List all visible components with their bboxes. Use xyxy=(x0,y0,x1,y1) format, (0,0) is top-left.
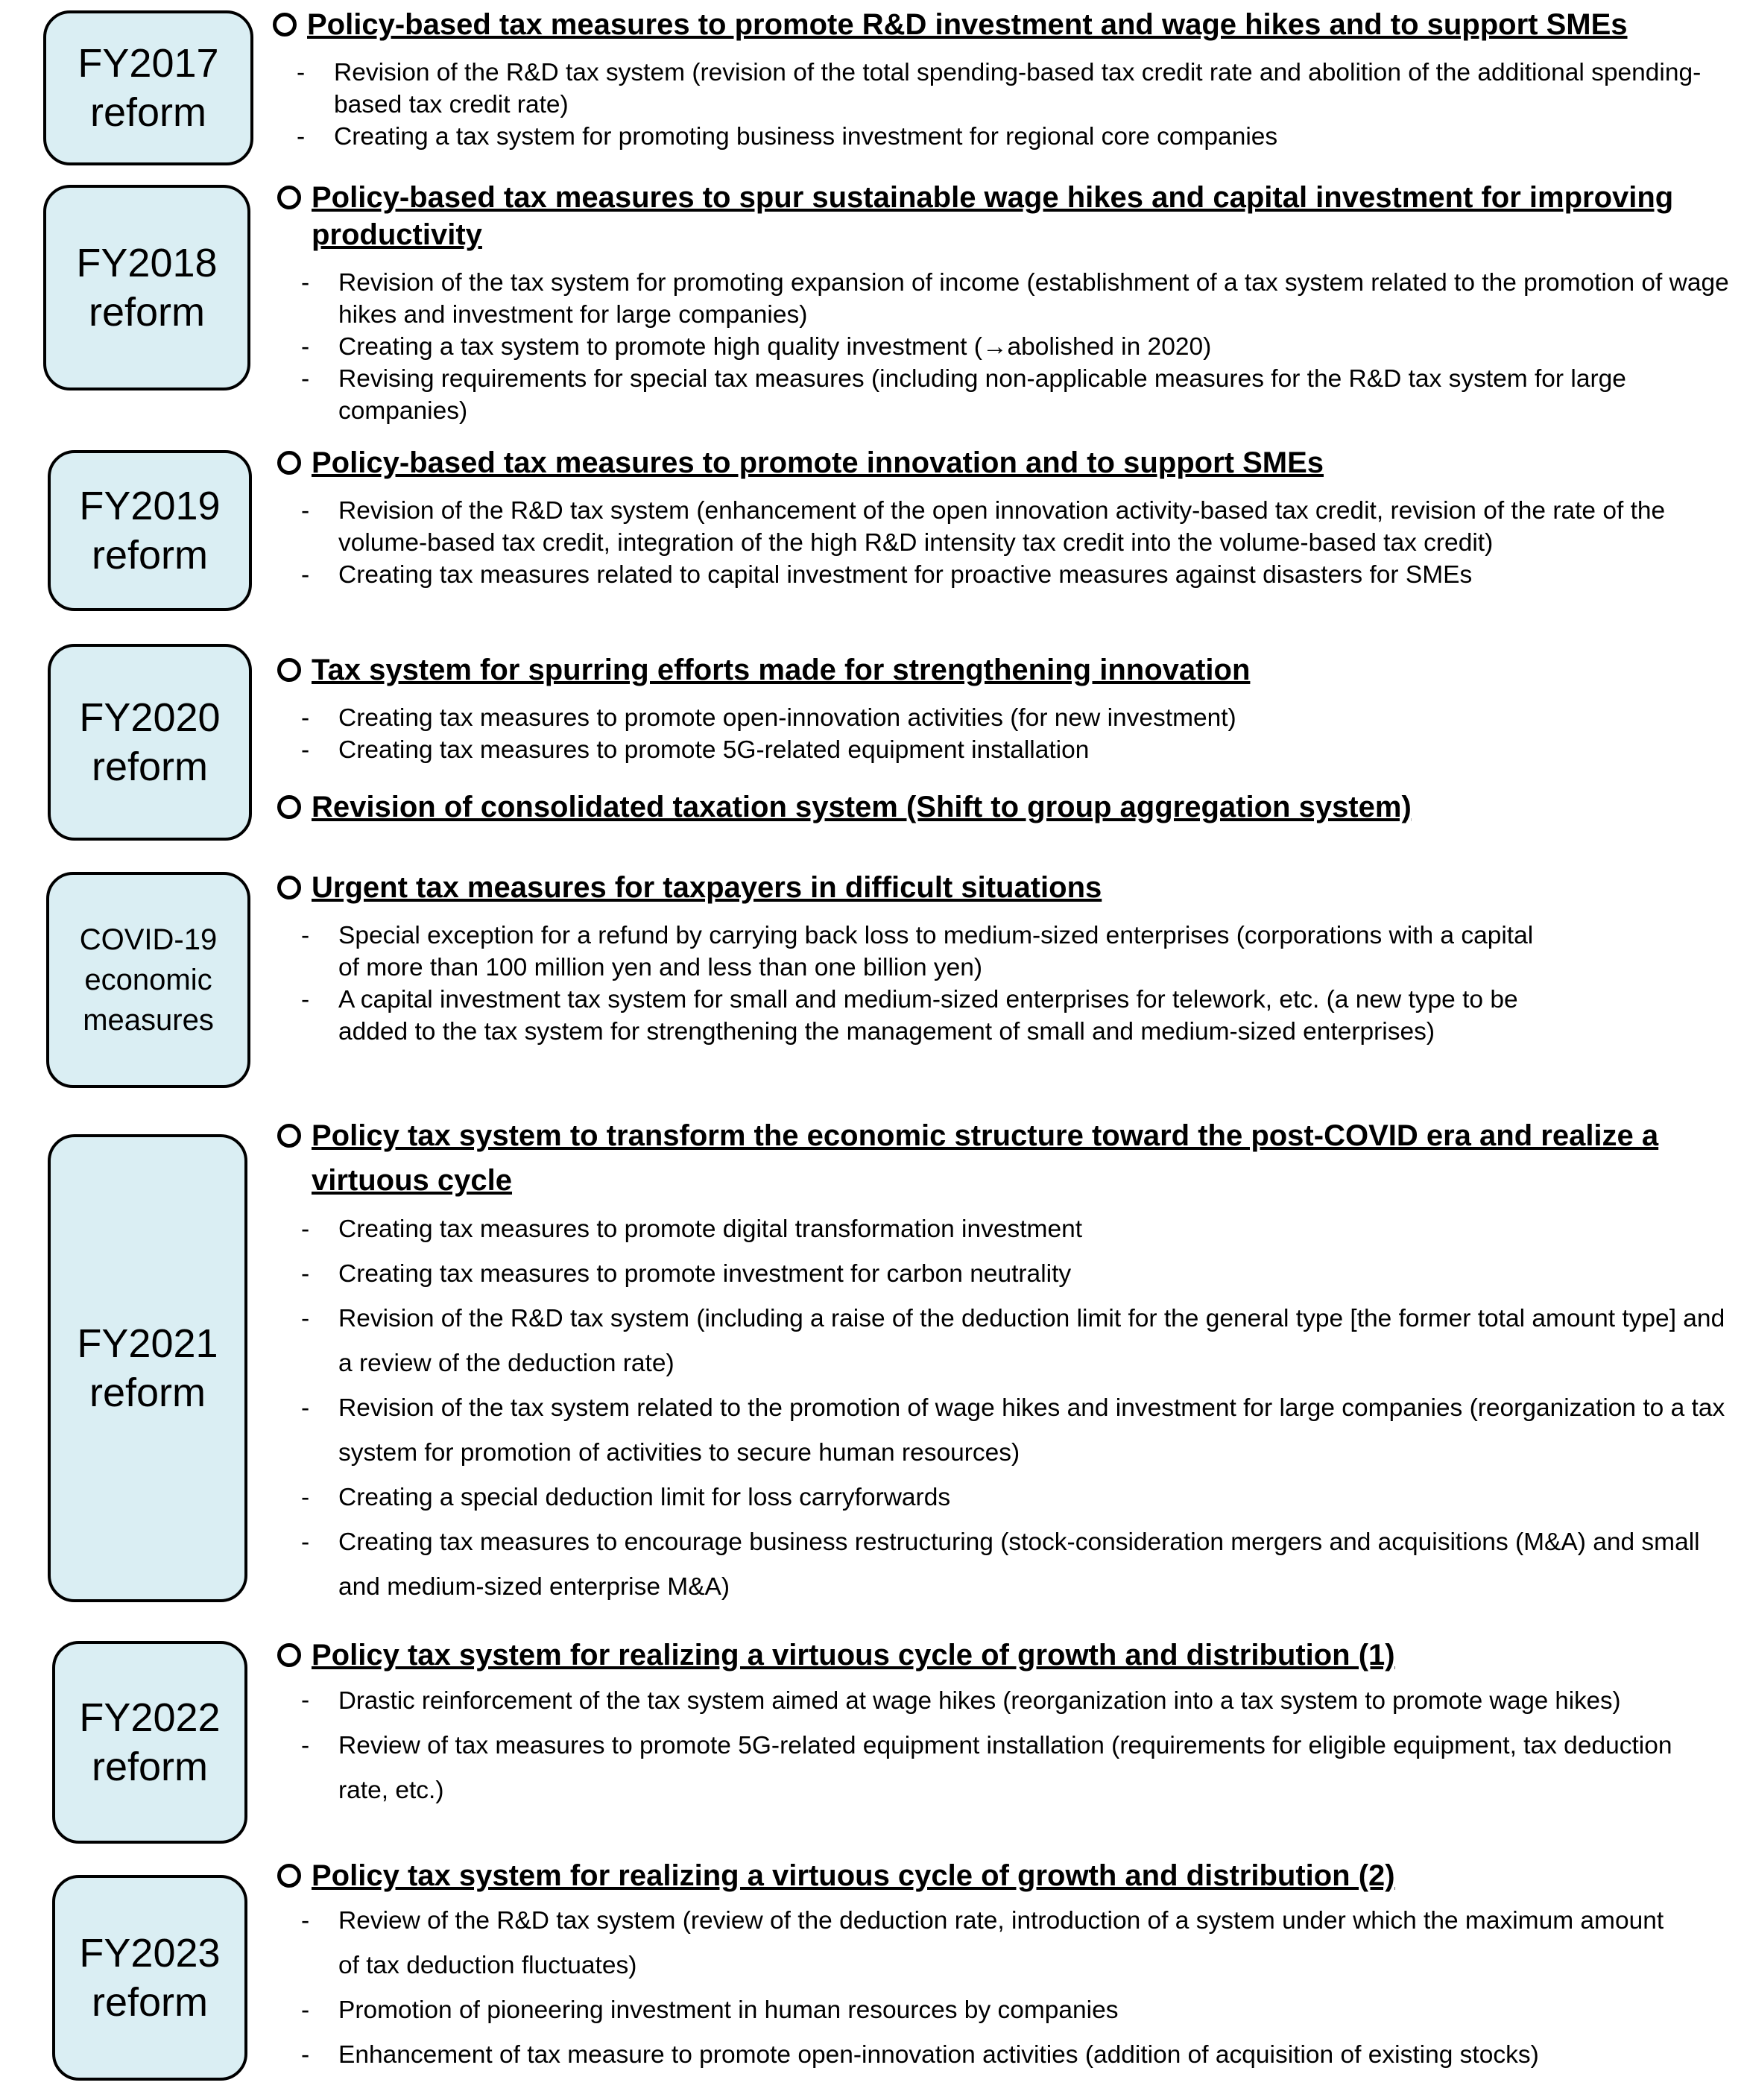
list-item: - Creating a special deduction limit for loss carryforwards xyxy=(301,1484,951,1511)
list-item-text: Creating tax measures to promote open-innovation activities (for new investment) xyxy=(338,704,1236,732)
list-item-text: Review of tax measures to promote 5G-related equipment installation (requirements for eligible equipment, tax deduction rate, etc.) xyxy=(338,1732,1672,1804)
bullet-list xyxy=(273,1207,1731,1610)
list-item-text: Drastic reinforcement of the tax system aimed at wage hikes (reorganization into a tax system to promote wage hikes) xyxy=(338,1686,1621,1714)
list-item: - Creating tax measures to promote open-innovation activities (for new investment) xyxy=(301,704,1236,732)
list-item: - Revision of the R&D tax system (enhancement of the open innovation activity-based tax credit, revision of the rate of the volume-based tax credit, integration of the high R&D intensity tax credit into the volume-based tax credit) xyxy=(301,497,1666,557)
label-line: FY2018 xyxy=(76,241,218,285)
list-item: - Revision of the tax system related to the promotion of wage hikes and investment for large companies (reorganization to a tax system for promotion of activities to secure human resources) xyxy=(301,1394,1725,1467)
label-line: reform xyxy=(91,1745,208,1789)
list-item-text: Creating a tax system for promoting business investment for regional core companies xyxy=(334,123,1278,151)
list-item-text: Promotion of pioneering investment in human resources by companies xyxy=(338,1996,1119,2024)
heading-text: Policy-based tax measures to spur sustainable wage hikes and capital investment for improving productivity xyxy=(312,181,1674,251)
list-item-text: Revision of the R&D tax system (enhancement of the open innovation activity-based tax credit, revision of the rate of the volume-based tax credit, integration of the high R&D intensity tax credit into the volume-based tax credit) xyxy=(338,497,1666,557)
list-item: - Enhancement of tax measure to promote open-innovation activities (addition of acquisition of existing stocks) xyxy=(301,2041,1539,2069)
label-line: economic xyxy=(84,964,212,996)
list-item-text: Creating tax measures related to capital investment for proactive measures against disasters for SMEs xyxy=(338,561,1473,589)
list-item: - Review of tax measures to promote 5G-related equipment installation (requirements for eligible equipment, tax deduction rate, etc.) xyxy=(301,1732,1672,1804)
label-line: FY2020 xyxy=(79,695,221,740)
circle-bullet-icon xyxy=(277,186,301,209)
heading-text: Policy tax system to transform the economic structure toward the post-COVID era and realize a virtuous cycle xyxy=(312,1119,1659,1197)
list-item-text: Revision of the R&D tax system (revision of the total spending-based tax credit rate and abolition of the additional spending-based tax credit rate) xyxy=(334,59,1702,118)
label-line: FY2021 xyxy=(77,1321,218,1366)
section-heading xyxy=(273,444,1731,481)
list-item: - Creating tax measures related to capital investment for proactive measures against disasters for SMEs xyxy=(301,561,1473,589)
heading-text: Policy tax system for realizing a virtuous cycle of growth and distribution (1) xyxy=(312,1639,1395,1672)
list-item: - Revision of the R&D tax system (revision of the total spending-based tax credit rate and abolition of the additional spending-based tax credit rate) xyxy=(297,59,1702,118)
label-line: FY2023 xyxy=(79,1931,221,1976)
fy2017-label-box xyxy=(43,10,253,165)
list-item-text: Creating tax measures to promote investment for carbon neutrality xyxy=(338,1260,1072,1288)
covid19-content xyxy=(273,869,1731,1048)
circle-bullet-icon xyxy=(277,795,301,819)
label-line: FY2019 xyxy=(79,484,221,528)
heading-text: Policy tax system for realizing a virtuous cycle of growth and distribution (2) xyxy=(312,1859,1395,1892)
list-item-text: Creating tax measures to promote digital transformation investment xyxy=(338,1215,1083,1243)
label-line: reform xyxy=(89,90,206,135)
section-heading xyxy=(273,788,1731,826)
list-item-text: Revision of the tax system related to the promotion of wage hikes and investment for large companies (reorganization to a tax system for promotion of activities to secure human resources) xyxy=(338,1394,1725,1467)
bullet-list xyxy=(273,702,1731,766)
fy2018-label-box xyxy=(43,185,250,390)
circle-bullet-icon xyxy=(277,876,301,899)
circle-bullet-icon xyxy=(277,1864,301,1888)
list-item: - Creating tax measures to promote 5G-related equipment installation xyxy=(301,736,1090,764)
circle-bullet-icon xyxy=(277,1124,301,1148)
heading-text: Policy-based tax measures to promote innovation and to support SMEs xyxy=(312,446,1324,479)
circle-bullet-icon xyxy=(277,451,301,475)
label-line: reform xyxy=(88,290,205,335)
list-item: - Revision of the R&D tax system (including a raise of the deduction limit for the general type [the former total amount type] and a review of the deduction rate) xyxy=(301,1305,1725,1377)
heading-text: Policy-based tax measures to promote R&D investment and wage hikes and to support SMEs xyxy=(307,8,1628,41)
section-heading xyxy=(273,651,1731,689)
fy2017-content xyxy=(268,6,1731,153)
list-item: - Creating tax measures to promote digital transformation investment xyxy=(301,1215,1083,1243)
bullet-list xyxy=(268,57,1731,153)
fy2020-label-box xyxy=(48,644,252,841)
fy2020-content xyxy=(273,651,1731,826)
section-heading xyxy=(273,1636,1731,1674)
circle-bullet-icon xyxy=(277,658,301,682)
list-item-text: Creating tax measures to encourage business restructuring (stock-consideration mergers and acquisitions (M&A) and small and medium-sized enterprise M&A) xyxy=(338,1528,1700,1601)
list-item: - Creating tax measures to promote investment for carbon neutrality xyxy=(301,1260,1072,1288)
list-item-text: Revising requirements for special tax measures (including non-applicable measures for the R&D tax system for large companies) xyxy=(338,365,1626,425)
list-item-text: Review of the R&D tax system (review of the deduction rate, introduction of a system under which the maximum amount of tax deduction fluctuates) xyxy=(338,1907,1664,1979)
section-heading xyxy=(273,1113,1731,1203)
fy2018-content xyxy=(273,179,1731,427)
list-item-text: Creating a special deduction limit for loss carryforwards xyxy=(338,1484,951,1511)
heading-text: Revision of consolidated taxation system (Shift to group aggregation system) xyxy=(312,791,1412,823)
list-item: - Promotion of pioneering investment in human resources by companies xyxy=(301,1996,1119,2024)
fy2019-label-box xyxy=(48,450,252,611)
label-line: reform xyxy=(91,533,208,578)
label-line: measures xyxy=(83,1004,214,1037)
circle-bullet-icon xyxy=(273,13,297,37)
list-item: - Creating tax measures to encourage business restructuring (stock-consideration mergers and acquisitions (M&A) and small and medium-sized enterprise M&A) xyxy=(301,1528,1700,1601)
label-line: reform xyxy=(89,1370,206,1415)
bullet-list xyxy=(273,1899,1674,2078)
list-item-text: Revision of the R&D tax system (including a raise of the deduction limit for the general type [the former total amount type] and a review of the deduction rate) xyxy=(338,1305,1725,1377)
bullet-list xyxy=(273,495,1731,591)
heading-text: Urgent tax measures for taxpayers in difficult situations xyxy=(312,871,1102,904)
fy2023-content xyxy=(273,1857,1731,2078)
bullet-list xyxy=(273,267,1731,427)
list-item-text: Creating a tax system to promote high quality investment (→abolished in 2020) xyxy=(338,333,1212,361)
fy2022-content xyxy=(273,1636,1731,1813)
label-line: reform xyxy=(91,744,208,789)
list-item: - Creating a tax system for promoting business investment for regional core companies xyxy=(297,123,1278,151)
section-heading xyxy=(273,179,1731,253)
covid19-label-box xyxy=(46,872,250,1088)
fy2023-label-box xyxy=(52,1875,247,2081)
fy2021-content xyxy=(273,1113,1731,1610)
section-heading xyxy=(273,1857,1731,1894)
fy2019-content xyxy=(273,444,1731,591)
bullet-list xyxy=(273,1678,1674,1813)
fy2021-label-box xyxy=(48,1134,247,1602)
section-heading xyxy=(273,869,1731,906)
fy2022-label-box xyxy=(52,1641,247,1844)
bullet-list xyxy=(273,920,1555,1048)
list-item: - Drastic reinforcement of the tax system aimed at wage hikes (reorganization into a tax system to promote wage hikes) xyxy=(301,1686,1621,1714)
label-line: COVID-19 xyxy=(79,923,218,956)
list-item-text: Creating tax measures to promote 5G-related equipment installation xyxy=(338,736,1090,764)
circle-bullet-icon xyxy=(277,1643,301,1667)
list-item-text: Enhancement of tax measure to promote open-innovation activities (addition of acquisition of existing stocks) xyxy=(338,2041,1539,2069)
list-item: - A capital investment tax system for small and medium-sized enterprises for telework, etc. (a new type to be added to the tax system for strengthening the management of small and medium-sized enterprises) xyxy=(301,986,1518,1046)
list-item: - Creating a tax system to promote high quality investment (→abolished in 2020) xyxy=(301,333,1212,361)
list-item-text: Revision of the tax system for promoting expansion of income (establishment of a tax system related to the promotion of wage hikes and investment for large companies) xyxy=(338,269,1729,329)
list-item: - Special exception for a refund by carrying back loss to medium-sized enterprises (corporations with a capital of more than 100 million yen and less than one billion yen) xyxy=(301,922,1534,981)
list-item: - Review of the R&D tax system (review of the deduction rate, introduction of a system under which the maximum amount of tax deduction fluctuates) xyxy=(301,1907,1664,1979)
label-line: reform xyxy=(91,1980,208,2025)
label-line: FY2022 xyxy=(79,1695,221,1740)
label-line: FY2017 xyxy=(78,41,219,86)
heading-text: Tax system for spurring efforts made for strengthening innovation xyxy=(312,654,1251,686)
section-heading xyxy=(268,6,1731,43)
list-item: - Revising requirements for special tax measures (including non-applicable measures for the R&D tax system for large companies) xyxy=(301,365,1626,425)
list-item-text: A capital investment tax system for small and medium-sized enterprises for telework, etc. (a new type to be added to the tax system for strengthening the management of small and medium-sized enterprises) xyxy=(338,986,1518,1046)
list-item: - Revision of the tax system for promoting expansion of income (establishment of a tax system related to the promotion of wage hikes and investment for large companies) xyxy=(301,269,1729,329)
list-item-text: Special exception for a refund by carrying back loss to medium-sized enterprises (corporations with a capital of more than 100 million yen and less than one billion yen) xyxy=(338,922,1534,981)
